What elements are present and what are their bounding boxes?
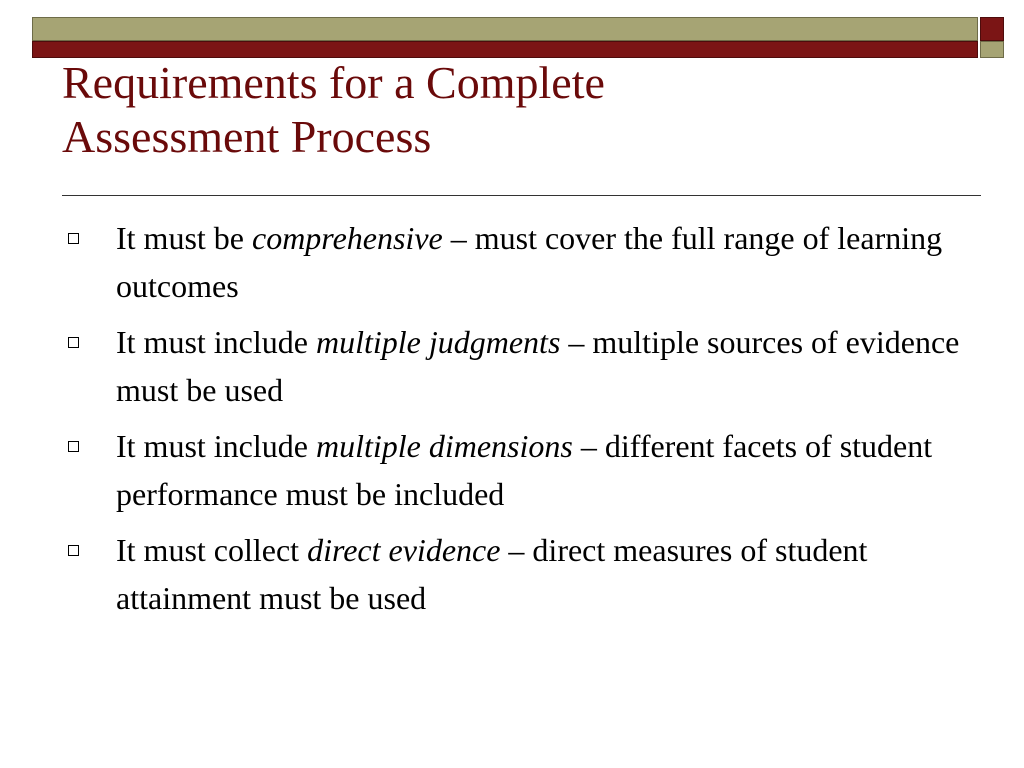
title-line-1: Requirements for a Complete: [62, 57, 605, 108]
bullet-list: [62, 214, 982, 630]
bullet-emphasis: multiple dimensions: [315, 428, 573, 464]
title-line-2: Assessment Process: [62, 111, 432, 162]
bullet-lead: It must be: [116, 220, 252, 256]
bullet-item: [62, 422, 982, 518]
bullet-lead: It must include: [116, 428, 316, 464]
header-olive-bar: [32, 17, 978, 41]
title-divider: [62, 195, 981, 196]
bullet-rest: – multiple sources of evidence must be used: [116, 324, 960, 408]
hollow-square-icon: [68, 545, 79, 556]
bullet-item: [62, 526, 982, 622]
bullet-item: [62, 318, 982, 414]
header-maroon-square: [980, 17, 1004, 41]
hollow-square-icon: [68, 233, 79, 244]
bullet-lead: It must collect: [116, 532, 308, 568]
header-olive-square: [980, 41, 1004, 58]
bullet-lead: It must include: [116, 324, 316, 360]
slide-title: [62, 56, 962, 164]
bullet-item: [62, 214, 982, 310]
hollow-square-icon: [68, 441, 79, 452]
bullet-emphasis: direct evidence: [307, 532, 501, 568]
bullet-rest: – must cover the full range of learning outcomes: [116, 220, 943, 304]
bullet-rest: – different facets of student performance must be included: [116, 428, 933, 512]
bullet-emphasis: multiple judgments: [315, 324, 561, 360]
hollow-square-icon: [68, 337, 79, 348]
bullet-emphasis: comprehensive: [251, 220, 443, 256]
bullet-rest: – direct measures of student attainment must be used: [116, 532, 868, 616]
